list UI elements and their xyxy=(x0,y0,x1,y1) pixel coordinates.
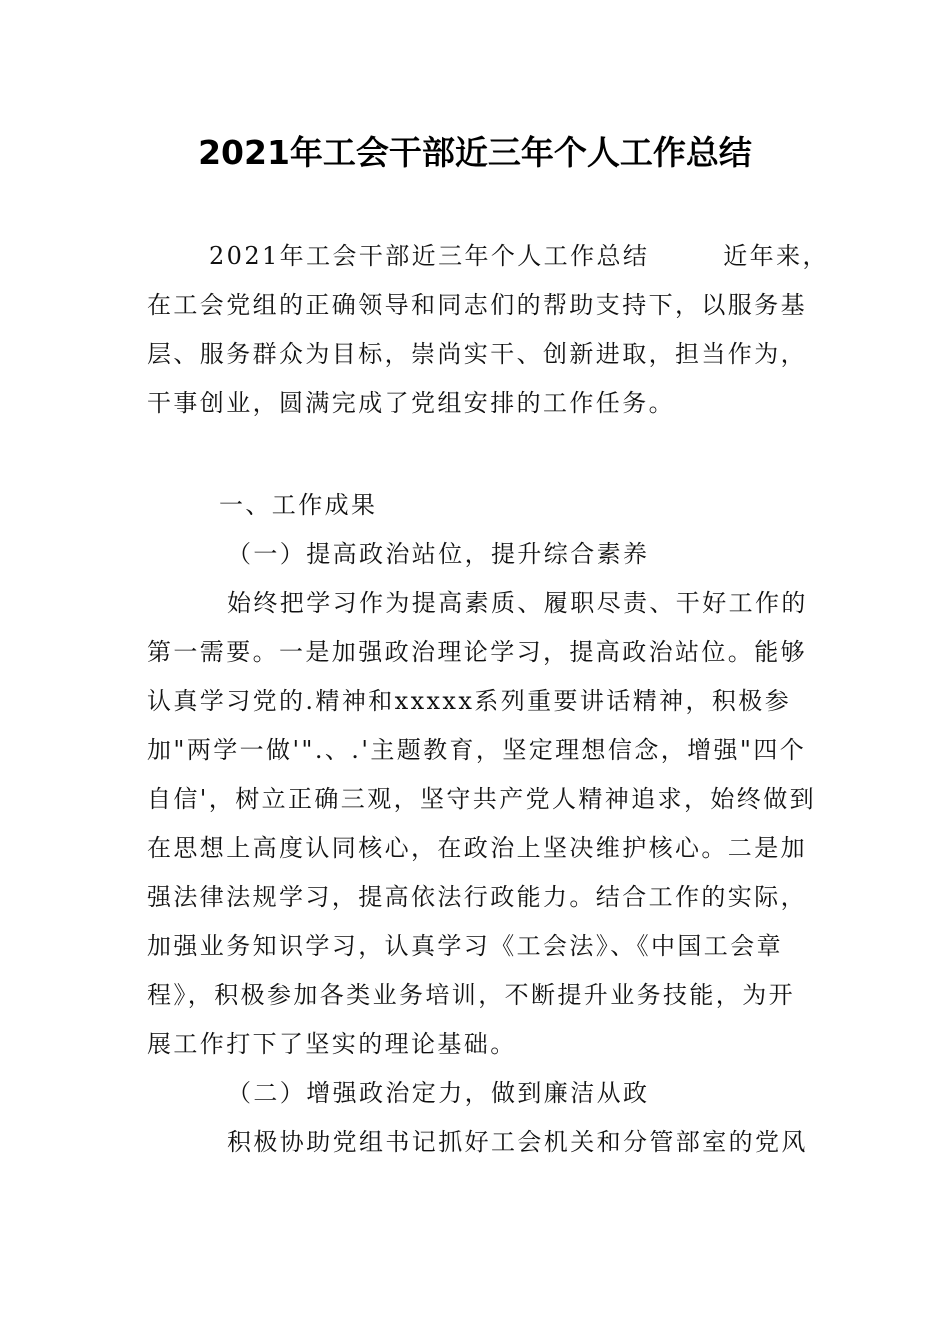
paragraph-line: 第一需要。一是加强政治理论学习，提高政治站位。能够 xyxy=(147,638,807,666)
section-work-results xyxy=(147,481,816,1167)
paragraph-line: 在思想上高度认同核心，在政治上坚决维护核心。二是加 xyxy=(147,834,807,862)
paragraph-line: 积极协助党组书记抓好工会机关和分管部室的党风 xyxy=(227,1128,808,1156)
intro-line: 干事创业，圆满完成了党组安排的工作任务。 xyxy=(147,389,675,417)
paragraph-line: 自信'，树立正确三观，坚守共产党人精神追求，始终做到 xyxy=(147,785,816,813)
intro-lead: 2021年工会干部近三年个人工作总结 xyxy=(209,242,650,270)
intro-line: 近年来， xyxy=(723,242,829,270)
paragraph-line: 加"两学一做'".、.'主题教育，坚定理想信念，增强"四个 xyxy=(147,736,807,764)
paragraph-line: 始终把学习作为提高素质、履职尽责、干好工作的 xyxy=(227,589,808,617)
intro-first-line xyxy=(147,232,829,281)
subsection-heading: （一）提高政治站位，提升综合素养 xyxy=(227,540,650,568)
paragraph-line: 加强业务知识学习，认真学习《工会法》、《中国工会章 xyxy=(147,932,783,960)
document-title: 2021年工会干部近三年个人工作总结 xyxy=(198,133,752,172)
intro-line: 层、服务群众为目标，崇尚实干、创新进取，担当作为， xyxy=(147,340,807,368)
paragraph-line: 认真学习党的.精神和xxxxx系列重要讲话精神，积极参 xyxy=(147,687,792,715)
paragraph-line: 展工作打下了坚实的理论基础。 xyxy=(147,1030,517,1058)
intro-line: 在工会党组的正确领导和同志们的帮助支持下，以服务基 xyxy=(147,291,807,319)
section-heading: 一、工作成果 xyxy=(219,491,378,519)
intro-paragraph xyxy=(147,232,829,428)
subsection-heading: （二）增强政治定力，做到廉洁从政 xyxy=(227,1079,650,1107)
paragraph-line: 程》，积极参加各类业务培训，不断提升业务技能，为开 xyxy=(147,981,795,1009)
paragraph-line: 强法律法规学习，提高依法行政能力。结合工作的实际， xyxy=(147,883,807,911)
